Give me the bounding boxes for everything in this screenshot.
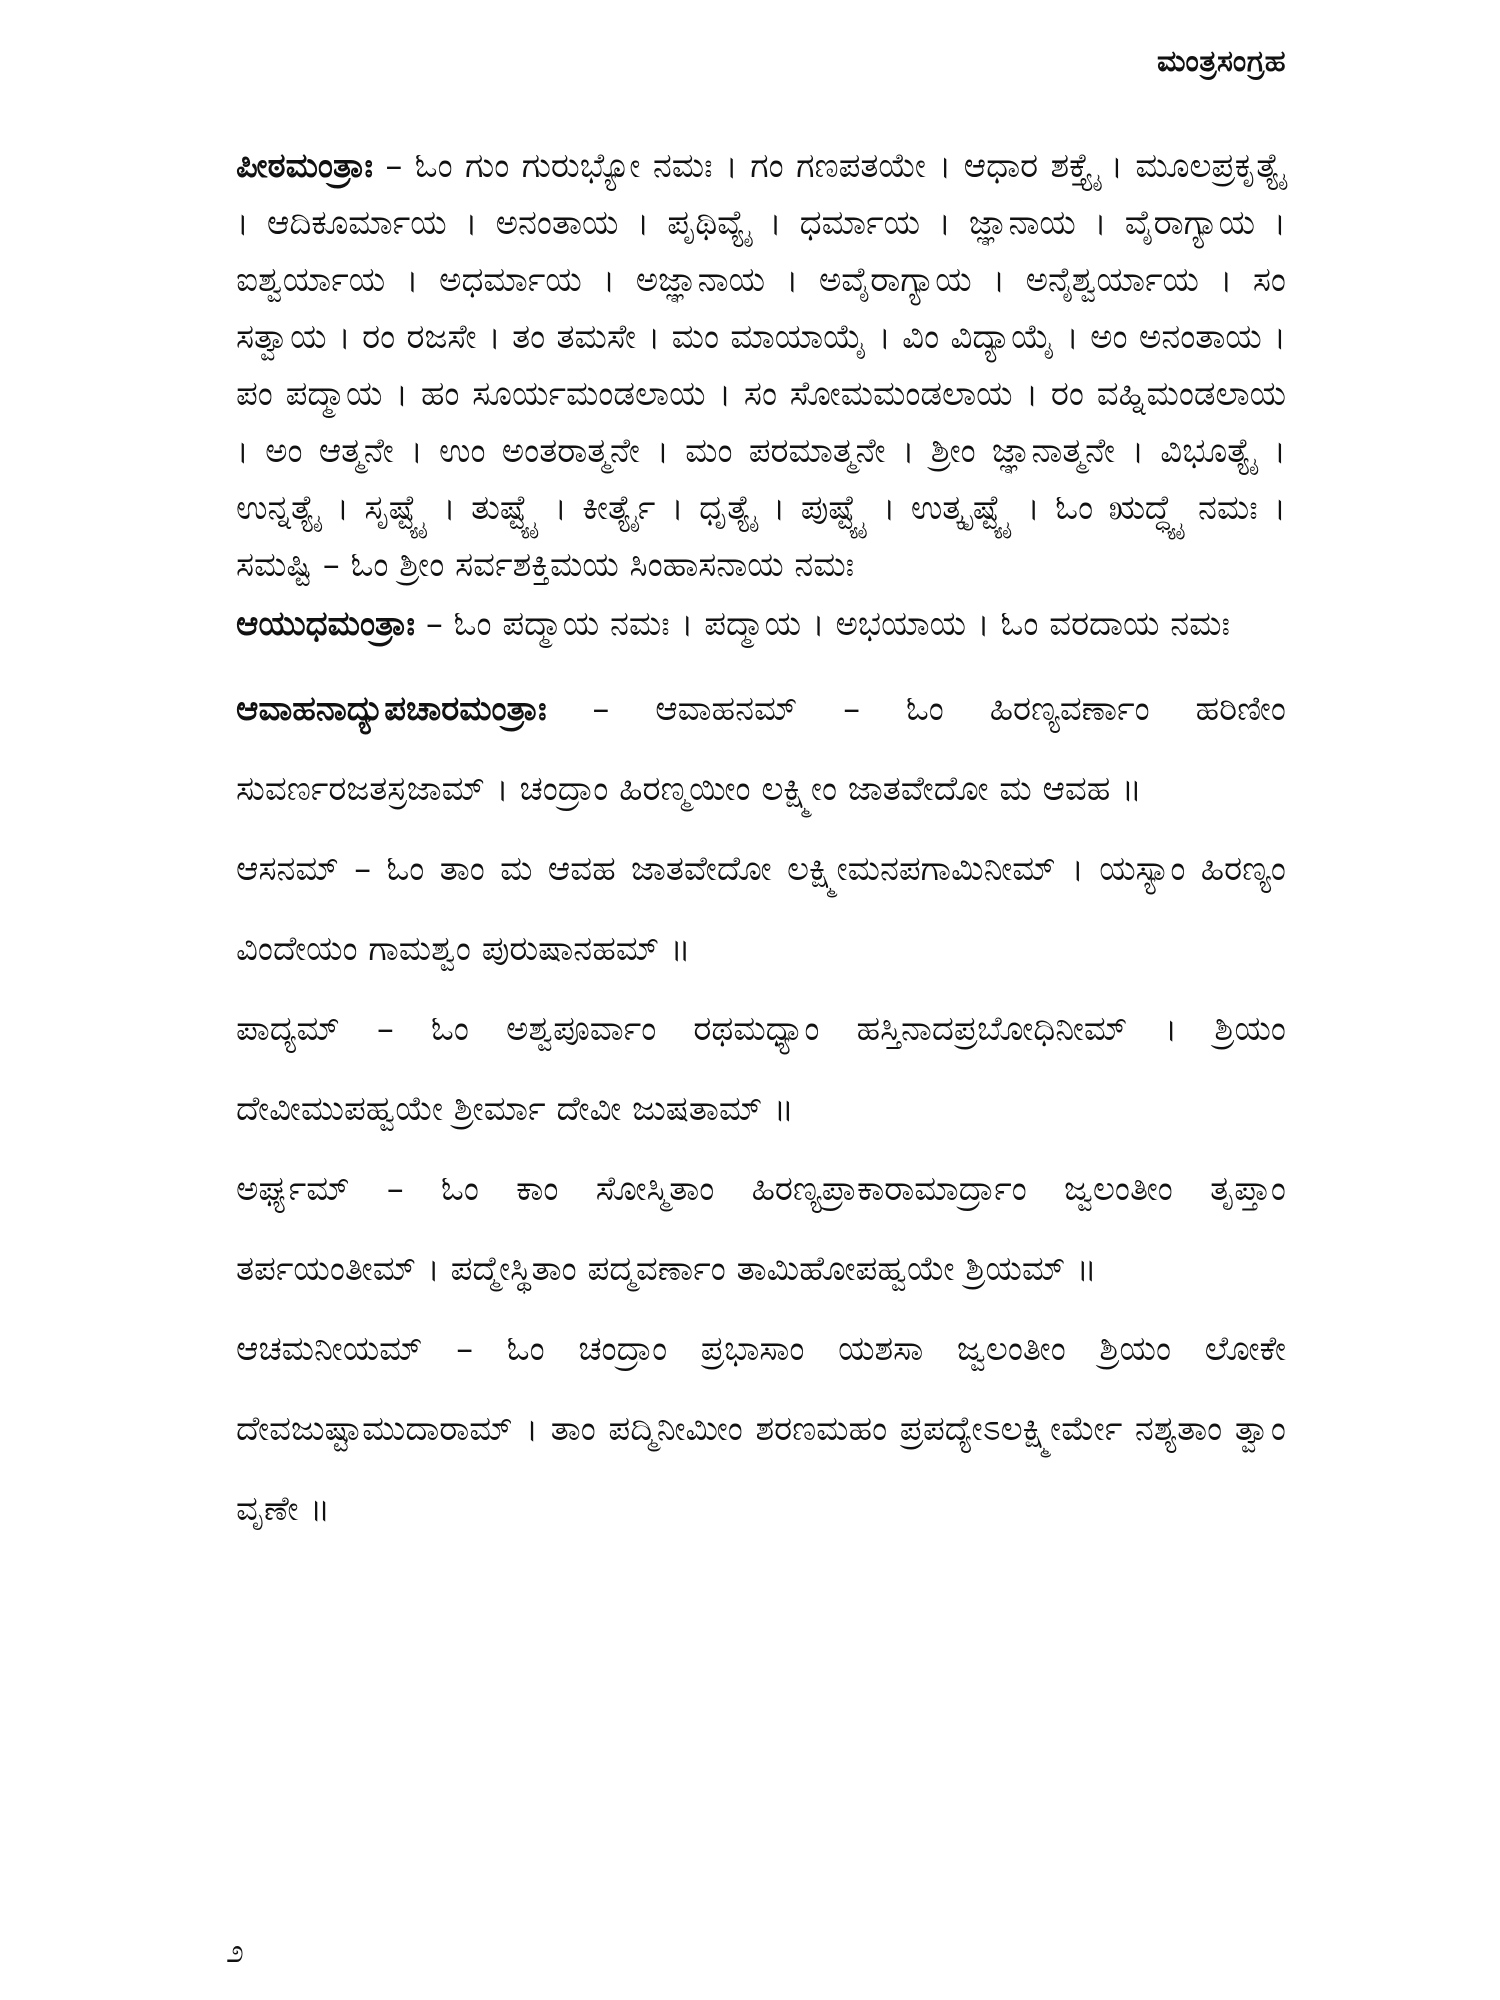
pitha-mantra-text: – ಓಂ ಗುಂ ಗುರುಭ್ಯೋ ನಮಃ । ಗಂ ಗಣಪತಯೇ । ಆಧಾರ ಶಕ್ತ್ಯೈ । ಮೂಲಪ್ರಕೃತ್ಯೈ । ಆದಿಕೂರ್ಮಾಯ । ಅನಂತಾಯ । ಪೃಥಿವ್ಯೈ । ಧರ್ಮಾಯ । ಜ್ಞಾನಾಯ । ವೈರಾಗ್ಯಾಯ । ಐಶ್ವರ್ಯಾಯ । ಅಧರ್ಮಾಯ । ಅಜ್ಞಾನಾಯ । ಅವೈರಾಗ್ಯಾಯ । ಅನೈಶ್ವರ್ಯಾಯ । ಸಂ ಸತ್ವಾಯ । ರಂ ರಜಸೇ । ತಂ ತಮಸೇ । ಮಂ ಮಾಯಾಯೈ । ವಿಂ ವಿದ್ಯಾಯೈ । ಅಂ ಅನಂತಾಯ । ಪಂ ಪದ್ಮಾಯ । ಹಂ ಸೂರ್ಯಮಂಡಲಾಯ । ಸಂ ಸೋಮಮಂಡಲಾಯ । ರಂ ವಹ್ನಿಮಂಡಲಾಯ । ಅಂ ಆತ್ಮನೇ । ಉಂ ಅಂತರಾತ್ಮನೇ । ಮಂ ಪರಮಾತ್ಮನೇ । ಶ್ರೀಂ ಜ್ಞಾನಾತ್ಮನೇ । ವಿಭೂತ್ಯೈ । ಉನ್ನತ್ಯೈ । ಸೃಷ್ಟ್ಯೈ । ತುಷ್ಟ್ಯೈ । ಕೀರ್ತ್ಯೈ । ಧೃತ್ಯೈ । ಪುಷ್ಟ್ಯೈ । ಉತ್ಕೃಷ್ಟ್ಯೈ । ಓಂ ಋದ್ಧ್ಯೈ ನಮಃ । ಸಮಷ್ಟಿ – ಓಂ ಶ್ರೀಂ ಸರ್ವಶಕ್ತಿಮಯ ಸಿಂಹಾಸನಾಯ ನಮಃ (236, 146, 1286, 585)
achamaniya-verse: ಆಚಮನೀಯಮ್ – ಓಂ ಚಂದ್ರಾಂ ಪ್ರಭಾಸಾಂ ಯಶಸಾ ಜ್ವಲಂತೀಂ ಶ್ರಿಯಂ ಲೋಕೇ ದೇವಜುಷ್ಟಾಮುದಾರಾಮ್ । ತಾಂ ಪದ್ಮಿನೀಮೀಂ ಶರಣಮಹಂ ಪ್ರಪದ್ಯೇಽಲಕ್ಷ್ಮೀರ್ಮೇ ನಶ್ಯತಾಂ ತ್ವಾಂ ವೃಣೇ ॥ (236, 1329, 1286, 1529)
ayudha-mantra-paragraph (236, 596, 1286, 653)
body-text (236, 138, 1286, 1549)
asana-verse: ಆಸನಮ್ – ಓಂ ತಾಂ ಮ ಆವಹ ಜಾತವೇದೋ ಲಕ್ಷ್ಮೀಮನಪಗಾಮಿನೀಮ್ । ಯಸ್ಯಾಂ ಹಿರಣ್ಯಂ ವಿಂದೇಯಂ ಗಾಮಶ್ವಂ ಪುರುಷಾನಹಮ್ ॥ (236, 849, 1286, 969)
avahana-mantra-paragraph (236, 669, 1286, 829)
ayudha-mantra-text: – ಓಂ ಪದ್ಮಾಯ ನಮಃ । ಪದ್ಮಾಯ । ಅಭಯಾಯ । ಓಂ ವರದಾಯ ನಮಃ (415, 604, 1230, 644)
padya-verse: ಪಾದ್ಯಮ್ – ಓಂ ಅಶ್ವಪೂರ್ವಾಂ ರಥಮಧ್ಯಾಂ ಹಸ್ತಿನಾದಪ್ರಬೋಧಿನೀಮ್ । ಶ್ರಿಯಂ ದೇವೀಮುಪಹ್ವಯೇ ಶ್ರೀರ್ಮಾ ದೇವೀ ಜುಷತಾಮ್ ॥ (236, 1009, 1286, 1129)
page-number: ೨ (226, 1932, 244, 1970)
avahana-mantra-text: – ಆವಾಹನಮ್ – ಓಂ ಹಿರಣ್ಯವರ್ಣಾಂ ಹರಿಣೀಂ ಸುವರ್ಣರಜತಸ್ರಜಾಮ್ । ಚಂದ್ರಾಂ ಹಿರಣ್ಮಯೀಂ ಲಕ್ಷ್ಮೀಂ ಜಾತವೇದೋ ಮ ಆವಹ ॥ (236, 689, 1286, 809)
pitha-mantra-paragraph (236, 138, 1286, 594)
running-head: ಮಂತ್ರಸಂಗ್ರಹ (1157, 44, 1286, 79)
arghya-verse: ಅರ್ಘ್ಯಮ್ – ಓಂ ಕಾಂ ಸೋಸ್ಮಿತಾಂ ಹಿರಣ್ಯಪ್ರಾಕಾರಾಮಾರ್ದ್ರಾಂ ಜ್ವಲಂತೀಂ ತೃಪ್ತಾಂ ತರ್ಪಯಂತೀಮ್ । ಪದ್ಮೇಸ್ಥಿತಾಂ ಪದ್ಮವರ್ಣಾಂ ತಾಮಿಹೋಪಹ್ವಯೇ ಶ್ರಿಯಮ್ ॥ (236, 1169, 1286, 1289)
pitha-mantra-heading: ಪೀಠಮಂತ್ರಾಃ (236, 146, 373, 186)
ayudha-mantra-heading: ಆಯುಧಮಂತ್ರಾಃ (236, 604, 416, 644)
avahana-mantra-heading: ಆವಾಹನಾದ್ಯುಪಚಾರಮಂತ್ರಾಃ (236, 689, 547, 729)
